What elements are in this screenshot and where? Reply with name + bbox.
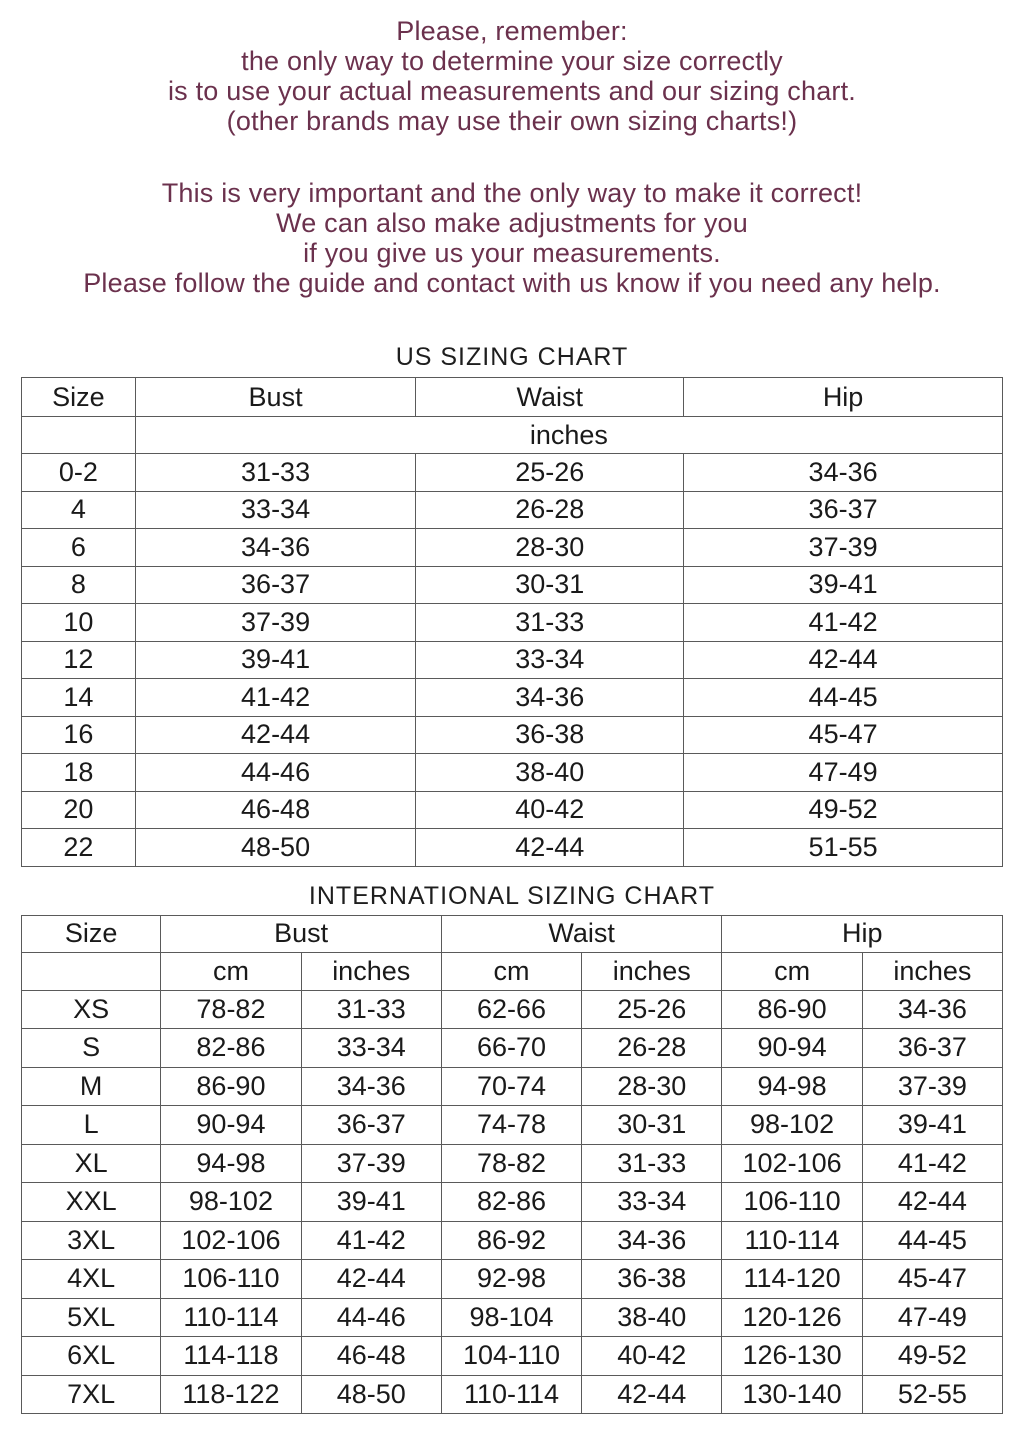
table-row [22,716,1003,754]
cell-hip: 37-39 [684,529,1003,567]
cell-size: 0-2 [22,454,136,492]
cell-hip: 39-41 [684,566,1003,604]
cell-waist-cm: 62-66 [441,990,581,1029]
cell-waist-cm: 82-86 [441,1183,581,1222]
cell-bust-cm: 118-122 [161,1375,301,1414]
cell-hip-cm: 130-140 [722,1375,862,1414]
unit-label-inches: inches [582,952,722,990]
international-chart-title: INTERNATIONAL SIZING CHART [308,881,716,910]
unit-label-inches: inches [135,417,1002,454]
international-sizing-table [21,915,1003,1415]
cell-waist-inches: 28-30 [582,1067,722,1106]
intro-line: is to use your actual measurements and our sizing chart. [167,76,857,106]
intro-line: Please follow the guide and contact with us know if you need any help. [83,268,941,298]
unit-label-cm: cm [722,952,862,990]
col-header-bust: Bust [135,378,416,417]
cell-bust-cm: 94-98 [161,1144,301,1183]
unit-label-inches: inches [862,952,1002,990]
cell-hip-cm: 86-90 [722,990,862,1029]
cell-waist: 25-26 [416,454,684,492]
cell-hip-cm: 102-106 [722,1144,862,1183]
cell-hip-cm: 110-114 [722,1221,862,1260]
table-row [22,1067,1003,1106]
table-row [22,1260,1003,1299]
us-chart-title: US SIZING CHART [395,343,629,371]
cell-waist-cm: 70-74 [441,1067,581,1106]
cell-bust: 39-41 [135,641,416,679]
cell-waist-inches: 36-38 [582,1260,722,1299]
table-header-row [22,915,1003,952]
table-row [22,1183,1003,1222]
table-row [22,990,1003,1029]
cell-bust-inches: 33-34 [301,1029,441,1068]
intro-note-importance [0,178,1024,298]
table-header-row [22,378,1003,417]
intro-line: if you give us your measurements. [303,238,721,268]
cell-hip-inches: 52-55 [862,1375,1002,1414]
table-row [22,1221,1003,1260]
cell-waist-cm: 92-98 [441,1260,581,1299]
cell-waist-inches: 31-33 [582,1144,722,1183]
cell-bust-cm: 78-82 [161,990,301,1029]
cell-bust-inches: 31-33 [301,990,441,1029]
intro-line: Please, remember: [396,16,628,46]
cell-waist: 40-42 [416,791,684,829]
table-row [22,679,1003,717]
col-header-size: Size [22,378,136,417]
cell-waist-inches: 34-36 [582,1221,722,1260]
table-row [22,1337,1003,1376]
cell-bust-inches: 48-50 [301,1375,441,1414]
col-header-waist: Waist [441,915,722,952]
cell-hip-inches: 41-42 [862,1144,1002,1183]
empty-cell [22,952,161,990]
cell-bust: 31-33 [135,454,416,492]
cell-hip-inches: 37-39 [862,1067,1002,1106]
intro-line: This is very important and the only way to make it correct! [161,178,863,208]
unit-row [22,417,1003,454]
table-row [22,1106,1003,1145]
cell-waist-inches: 38-40 [582,1298,722,1337]
table-row [22,454,1003,492]
cell-waist-cm: 66-70 [441,1029,581,1068]
cell-waist-cm: 98-104 [441,1298,581,1337]
table-row [22,604,1003,642]
cell-size: 12 [22,641,136,679]
cell-hip-cm: 94-98 [722,1067,862,1106]
cell-size: L [22,1106,161,1145]
cell-hip-inches: 44-45 [862,1221,1002,1260]
cell-bust: 46-48 [135,791,416,829]
col-header-size: Size [22,915,161,952]
cell-bust-inches: 44-46 [301,1298,441,1337]
cell-size: XL [22,1144,161,1183]
cell-bust: 36-37 [135,566,416,604]
cell-hip: 34-36 [684,454,1003,492]
unit-label-cm: cm [441,952,581,990]
cell-size: M [22,1067,161,1106]
intro-line: (other brands may use their own sizing charts!) [226,106,798,136]
table-row [22,1029,1003,1068]
cell-waist-cm: 110-114 [441,1375,581,1414]
cell-hip-inches: 49-52 [862,1337,1002,1376]
cell-hip-cm: 90-94 [722,1029,862,1068]
unit-label-inches: inches [301,952,441,990]
us-sizing-table [21,377,1003,867]
cell-hip-inches: 34-36 [862,990,1002,1029]
cell-size: 20 [22,791,136,829]
cell-size: 6 [22,529,136,567]
cell-waist: 38-40 [416,754,684,792]
intro-line: the only way to determine your size correctly [241,46,783,76]
unit-row [22,952,1003,990]
table-row [22,754,1003,792]
cell-waist: 26-28 [416,491,684,529]
cell-bust: 44-46 [135,754,416,792]
cell-size: 5XL [22,1298,161,1337]
cell-waist-inches: 40-42 [582,1337,722,1376]
cell-hip: 51-55 [684,829,1003,867]
cell-size: 7XL [22,1375,161,1414]
cell-size: XS [22,990,161,1029]
cell-waist: 34-36 [416,679,684,717]
unit-label-cm: cm [161,952,301,990]
cell-waist: 30-31 [416,566,684,604]
cell-bust-cm: 82-86 [161,1029,301,1068]
cell-hip-inches: 42-44 [862,1183,1002,1222]
cell-hip: 42-44 [684,641,1003,679]
cell-hip: 49-52 [684,791,1003,829]
cell-bust-inches: 36-37 [301,1106,441,1145]
cell-bust-inches: 42-44 [301,1260,441,1299]
cell-waist: 28-30 [416,529,684,567]
cell-bust-inches: 41-42 [301,1221,441,1260]
cell-hip: 47-49 [684,754,1003,792]
cell-waist-cm: 74-78 [441,1106,581,1145]
cell-waist-inches: 30-31 [582,1106,722,1145]
cell-size: S [22,1029,161,1068]
table-row [22,1298,1003,1337]
cell-size: 8 [22,566,136,604]
table-row [22,491,1003,529]
cell-hip-cm: 120-126 [722,1298,862,1337]
cell-hip-cm: 106-110 [722,1183,862,1222]
cell-hip-inches: 47-49 [862,1298,1002,1337]
cell-bust-cm: 90-94 [161,1106,301,1145]
cell-waist-inches: 26-28 [582,1029,722,1068]
cell-hip: 44-45 [684,679,1003,717]
cell-size: 14 [22,679,136,717]
table-row [22,1144,1003,1183]
cell-size: 22 [22,829,136,867]
cell-waist: 31-33 [416,604,684,642]
cell-size: 4XL [22,1260,161,1299]
intro-line: We can also make adjustments for you [276,208,748,238]
table-row [22,529,1003,567]
cell-hip-inches: 45-47 [862,1260,1002,1299]
cell-bust-inches: 34-36 [301,1067,441,1106]
col-header-waist: Waist [416,378,684,417]
cell-bust: 41-42 [135,679,416,717]
cell-size: XXL [22,1183,161,1222]
table-row [22,791,1003,829]
table-row [22,829,1003,867]
cell-hip-inches: 39-41 [862,1106,1002,1145]
cell-waist-cm: 104-110 [441,1337,581,1376]
cell-bust-cm: 102-106 [161,1221,301,1260]
cell-bust: 33-34 [135,491,416,529]
cell-waist-inches: 25-26 [582,990,722,1029]
cell-bust-cm: 86-90 [161,1067,301,1106]
cell-hip: 45-47 [684,716,1003,754]
cell-bust-inches: 37-39 [301,1144,441,1183]
cell-bust: 34-36 [135,529,416,567]
cell-hip: 41-42 [684,604,1003,642]
cell-waist-cm: 78-82 [441,1144,581,1183]
cell-hip-cm: 126-130 [722,1337,862,1376]
cell-hip: 36-37 [684,491,1003,529]
col-header-hip: Hip [722,915,1003,952]
cell-size: 10 [22,604,136,642]
col-header-bust: Bust [161,915,442,952]
cell-bust-inches: 46-48 [301,1337,441,1376]
cell-hip-cm: 98-102 [722,1106,862,1145]
cell-bust-cm: 110-114 [161,1298,301,1337]
col-header-hip: Hip [684,378,1003,417]
table-row [22,566,1003,604]
cell-waist: 33-34 [416,641,684,679]
cell-bust-cm: 98-102 [161,1183,301,1222]
cell-waist: 42-44 [416,829,684,867]
cell-hip-cm: 114-120 [722,1260,862,1299]
cell-waist-inches: 42-44 [582,1375,722,1414]
cell-size: 16 [22,716,136,754]
cell-bust-cm: 114-118 [161,1337,301,1376]
cell-size: 4 [22,491,136,529]
table-row [22,1375,1003,1414]
cell-bust-inches: 39-41 [301,1183,441,1222]
cell-waist-cm: 86-92 [441,1221,581,1260]
cell-size: 3XL [22,1221,161,1260]
cell-waist-inches: 33-34 [582,1183,722,1222]
cell-bust: 48-50 [135,829,416,867]
table-row [22,641,1003,679]
cell-bust: 42-44 [135,716,416,754]
empty-cell [22,417,136,454]
cell-size: 6XL [22,1337,161,1376]
cell-waist: 36-38 [416,716,684,754]
cell-hip-inches: 36-37 [862,1029,1002,1068]
cell-bust: 37-39 [135,604,416,642]
cell-bust-cm: 106-110 [161,1260,301,1299]
cell-size: 18 [22,754,136,792]
intro-note-reminder [0,16,1024,136]
